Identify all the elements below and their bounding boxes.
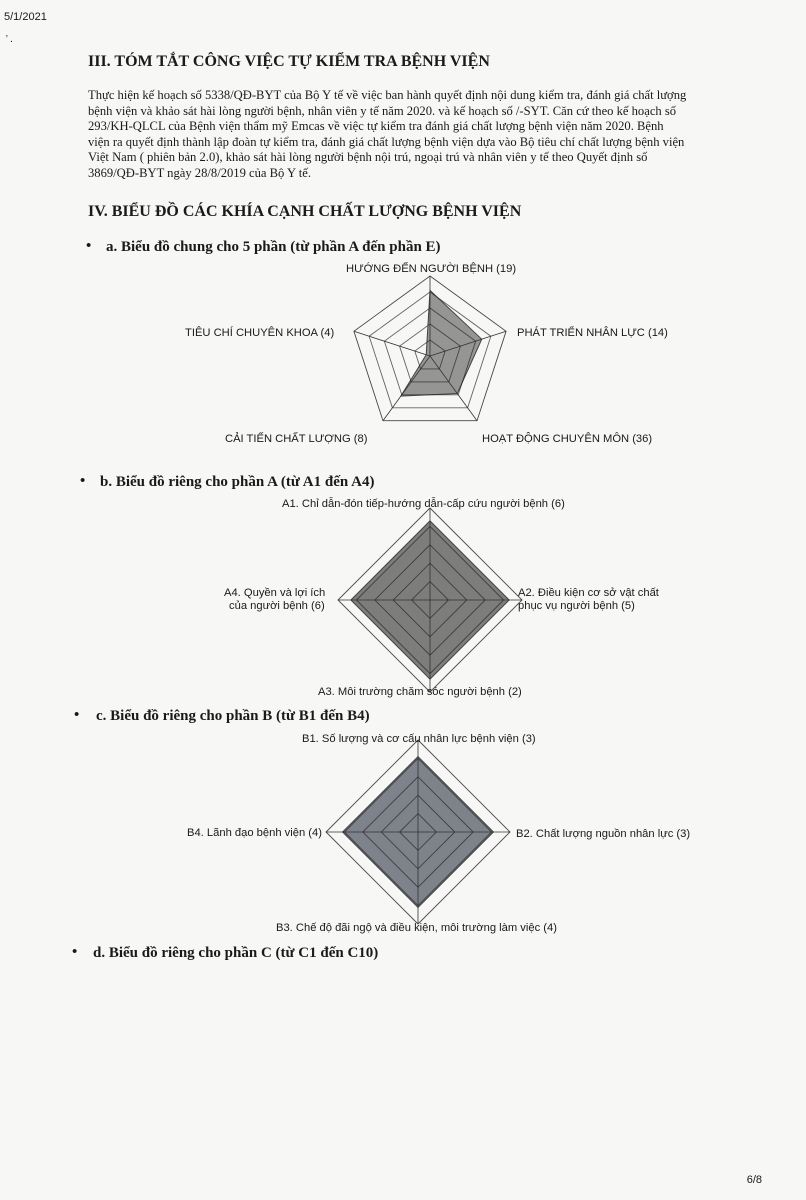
- section-3-title: III. TÓM TẮT CÔNG VIỆC TỰ KIỂM TRA BỆNH VIỆN: [88, 53, 490, 70]
- chart1-axis-label: CẢI TIẾN CHẤT LƯỢNG (8): [225, 433, 368, 445]
- chart2-axis-label: phục vụ người bệnh (5): [518, 600, 635, 612]
- paragraph-line: bệnh viện và khảo sát hài lòng người bệnh, nhân viên y tế năm 2020. và kế hoạch số /-SYT. Căn cứ theo kế hoạch số: [88, 103, 677, 118]
- chart3-axis-label: B4. Lãnh đạo bệnh viện (4): [187, 827, 322, 839]
- chart3-axis-label: B1. Số lượng và cơ cấu nhân lực bệnh viện (3): [302, 733, 536, 745]
- chart1-axis-label: HƯỚNG ĐẾN NGƯỜI BỆNH (19): [346, 263, 517, 275]
- bullet-icon: •: [72, 944, 78, 960]
- subheading-c: c. Biểu đồ riêng cho phần B (từ B1 đến B4): [96, 708, 370, 724]
- chart2-axis-label: A4. Quyền và lợi ích: [224, 587, 326, 599]
- chart1-axis-label: TIÊU CHÍ CHUYÊN KHOA (4): [185, 327, 335, 339]
- print-date: 5/1/2021: [4, 11, 47, 23]
- paragraph-line: 3869/QĐ-BYT ngày 28/8/2019 của Bộ Y tế.: [88, 165, 312, 180]
- chart2-axis-label: A3. Môi trường chăm sóc người bệnh (2): [318, 686, 522, 698]
- chart2-axis-label: A1. Chỉ dẫn-đón tiếp-hướng dẫn-cấp cứu người bệnh (6): [282, 498, 565, 510]
- subheading-d: d. Biểu đồ riêng cho phần C (từ C1 đến C10): [93, 945, 379, 961]
- page-number: 6/8: [746, 1174, 762, 1186]
- chart3-axis-label: B2. Chất lượng nguồn nhân lực (3): [516, 828, 691, 840]
- paragraph-line: 293/KH-QLCL của Bệnh viện thẩm mỹ Emcas về việc tự kiểm tra đánh giá chất lượng bệnh viện năm 2020. Bệnh: [88, 119, 664, 133]
- scan-mark: ' .: [6, 34, 13, 45]
- chart1-axis-label: HOẠT ĐỘNG CHUYÊN MÔN (36): [482, 433, 653, 445]
- paragraph-line: Việt Nam ( phiên bản 2.0), khảo sát hài lòng người bệnh nội trú, ngoại trú và nhân viên y tế theo Quyết định số: [88, 150, 648, 164]
- subheading-a: a. Biểu đồ chung cho 5 phần (từ phần A đến phần E): [106, 239, 441, 255]
- chart1-spoke: [354, 331, 430, 356]
- bullet-icon: •: [80, 473, 86, 489]
- paragraph-line: Thực hiện kế hoạch số 5338/QĐ-BYT của Bộ Y tế về việc ban hành quyết định nội dung kiểm tra, đánh giá chất lượng: [88, 88, 687, 102]
- bullet-icon: •: [74, 707, 80, 723]
- bullet-icon: •: [86, 238, 92, 254]
- chart2-axis-label: A2. Điều kiện cơ sở vật chất: [518, 587, 659, 599]
- chart1-axis-label: PHÁT TRIỂN NHÂN LỰC (14): [517, 327, 668, 339]
- chart3-axis-label: B3. Chế độ đãi ngộ và điều kiện, môi trường làm việc (4): [276, 922, 557, 934]
- subheading-b: b. Biểu đồ riêng cho phần A (từ A1 đến A4): [100, 474, 375, 490]
- section-4-title: IV. BIỂU ĐỒ CÁC KHÍA CẠNH CHẤT LƯỢNG BỆNH VIỆN: [88, 203, 522, 220]
- paragraph-line: viện ra quyết định thành lập đoàn tự kiểm tra, đánh giá chất lượng bệnh viện dựa vào Bộ tiêu chí chất lượng bệnh viện: [88, 134, 685, 149]
- chart2-axis-label: của người bệnh (6): [229, 600, 325, 612]
